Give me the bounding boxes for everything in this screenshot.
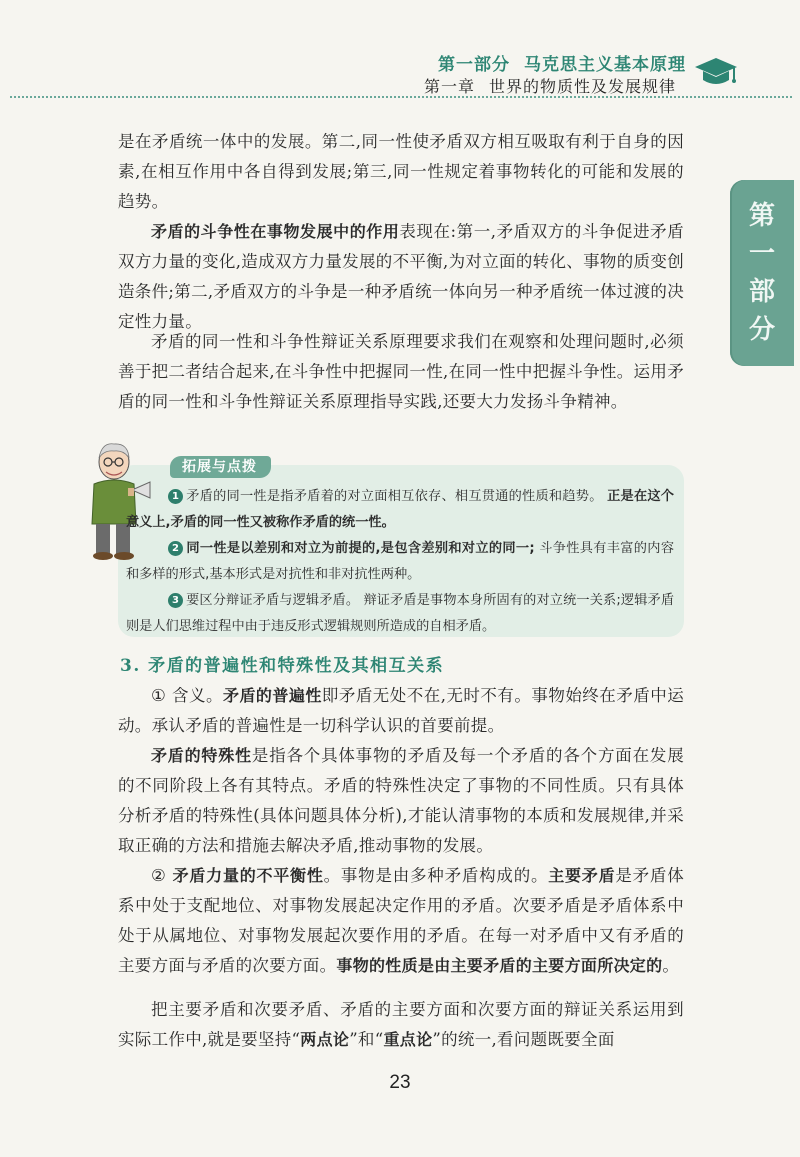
paragraph-6-bold-2: 主要矛盾	[548, 866, 616, 885]
paragraph-7-text-2: ”和“	[349, 1030, 384, 1049]
paragraph-4	[118, 681, 684, 741]
graduation-cap-icon	[694, 56, 738, 90]
number-badge: 1	[168, 489, 183, 504]
paragraph-4-lead: 含义。	[172, 686, 223, 705]
callout-item-2	[126, 536, 674, 588]
callout-item-1-bold: 正是在这个意义上,矛盾的同一性又被称作矛盾的统一性。	[126, 489, 674, 530]
paragraph-3: 矛盾的同一性和斗争性辩证关系原理要求我们在观察和处理问题时,必须善于把二者结合起来,在斗争性中把握同一性,在同一性中把握斗争性。运用矛盾的同一性和斗争性辩证关系原理指导实践,还要大力发扬斗争精神。	[118, 332, 684, 411]
number-badge: 2	[168, 541, 183, 556]
paragraph-6-text-3: 。	[662, 956, 680, 975]
paragraph-5	[118, 741, 684, 861]
circled-number: ②	[151, 866, 167, 885]
paragraph-2-text: 表现在:第一,矛盾双方的斗争促进矛盾双方力量的变化,造成双方力量发展的不平衡,为对立面的转化、事物的质变创造条件;第二,矛盾双方的斗争是一种矛盾统一体向另一种矛盾统一体过渡的决定性力量。	[118, 222, 684, 331]
callout-item-1-text: 矛盾的同一性是指矛盾着的对立面相互依存、相互贯通的性质和趋势。	[186, 489, 603, 504]
callout-item-3	[126, 588, 674, 640]
callout-item-2-bold: 同一性是以差别和对立为前提的,是包含差别和对立的同一;	[186, 541, 535, 556]
callout-item-1	[126, 484, 674, 536]
callout-item-3-text: 要区分辩证矛盾与逻辑矛盾。	[186, 593, 360, 608]
paragraph-6	[118, 861, 684, 981]
header-chapter-title: 世界的物质性及发展规律	[489, 77, 677, 96]
paragraph-7-bold-2: 重点论	[383, 1030, 433, 1049]
paragraph-7-text-1: 把主要矛盾和次要矛盾、矛盾的主要方面和次要方面的辩证关系运用到实际工作中,就是要坚持“	[118, 1000, 684, 1049]
paragraph-6-bold-1: 矛盾力量的不平衡性	[172, 866, 324, 885]
side-tab-char: 部	[748, 277, 775, 307]
paragraph-2	[118, 217, 684, 337]
number-badge: 3	[168, 593, 183, 608]
paragraph-4-text: 即矛盾无处不在,无时不有。事物始终在矛盾中运动。承认矛盾的普遍性是一切科学认识的首要前提。	[118, 686, 684, 735]
paragraph-4-bold: 矛盾的普遍性	[222, 686, 322, 705]
header-part	[438, 50, 700, 75]
paragraph-1: 是在矛盾统一体中的发展。第二,同一性使矛盾双方相互吸取有利于自身的因素,在相互作用中各自得到发展;第三,同一性规定着事物转化的可能和发展的趋势。	[118, 132, 684, 211]
paragraph-6-text-2: 是矛盾体系中处于支配地位、对事物发展起决定作用的矛盾。次要矛盾是矛盾体系中处于从属地位、对事物发展起次要作用的矛盾。在每一对矛盾中又有矛盾的主要方面与矛盾的次要方面。	[118, 866, 685, 975]
paragraph-5-bold: 矛盾的特殊性	[151, 746, 252, 765]
side-tab-char: 分	[748, 315, 775, 345]
header-chapter-label: 第一章	[424, 77, 476, 96]
header-part-label: 第一部分	[438, 55, 510, 75]
callout-item-2-tail: 斗争性具有丰富的内容和多样的形式,基本形式是对抗性和非对抗性两种。	[126, 541, 675, 582]
paragraph-2-bold: 矛盾的斗争性在事物发展中的作用	[151, 222, 400, 241]
callout-item-3-tail: 辩证矛盾是事物本身所固有的对立统一关系;逻辑矛盾则是人们思维过程中由于违反形式逻辑规则所造成的自相矛盾。	[126, 593, 675, 634]
circled-number: ①	[151, 686, 167, 705]
side-tab-char: 第	[748, 201, 775, 231]
callout-title: 拓展与点拨	[170, 456, 271, 478]
side-tab-part-one	[730, 180, 794, 366]
paragraph-6-bold-3: 事物的性质是由主要矛盾的主要方面所决定的	[336, 956, 663, 975]
paragraph-7-text-3: ”的统一,看问题既要全面	[432, 1030, 615, 1049]
side-tab-char: 一	[748, 239, 775, 269]
page-number: 23	[389, 1072, 411, 1093]
header-chapter	[424, 74, 676, 97]
paragraph-7-bold-1: 两点论	[300, 1030, 350, 1049]
section-3-title: 3. 矛盾的普遍性和特殊性及其相互关系	[120, 656, 445, 676]
header-divider	[10, 96, 792, 98]
header-part-title: 马克思主义基本原理	[524, 55, 686, 75]
paragraph-5-text: 是指各个具体事物的矛盾及每一个矛盾的各个方面在发展的不同阶段上各有其特点。矛盾的特殊性决定了事物的不同性质。只有具体分析矛盾的特殊性(具体问题具体分析),才能认清事物的本质和发展规律,并采取正确的方法和措施去解决矛盾,推动事物的发展。	[118, 746, 684, 855]
paragraph-6-text-1: 。事物是由多种矛盾构成的。	[323, 866, 549, 885]
paragraph-7	[118, 995, 684, 1055]
